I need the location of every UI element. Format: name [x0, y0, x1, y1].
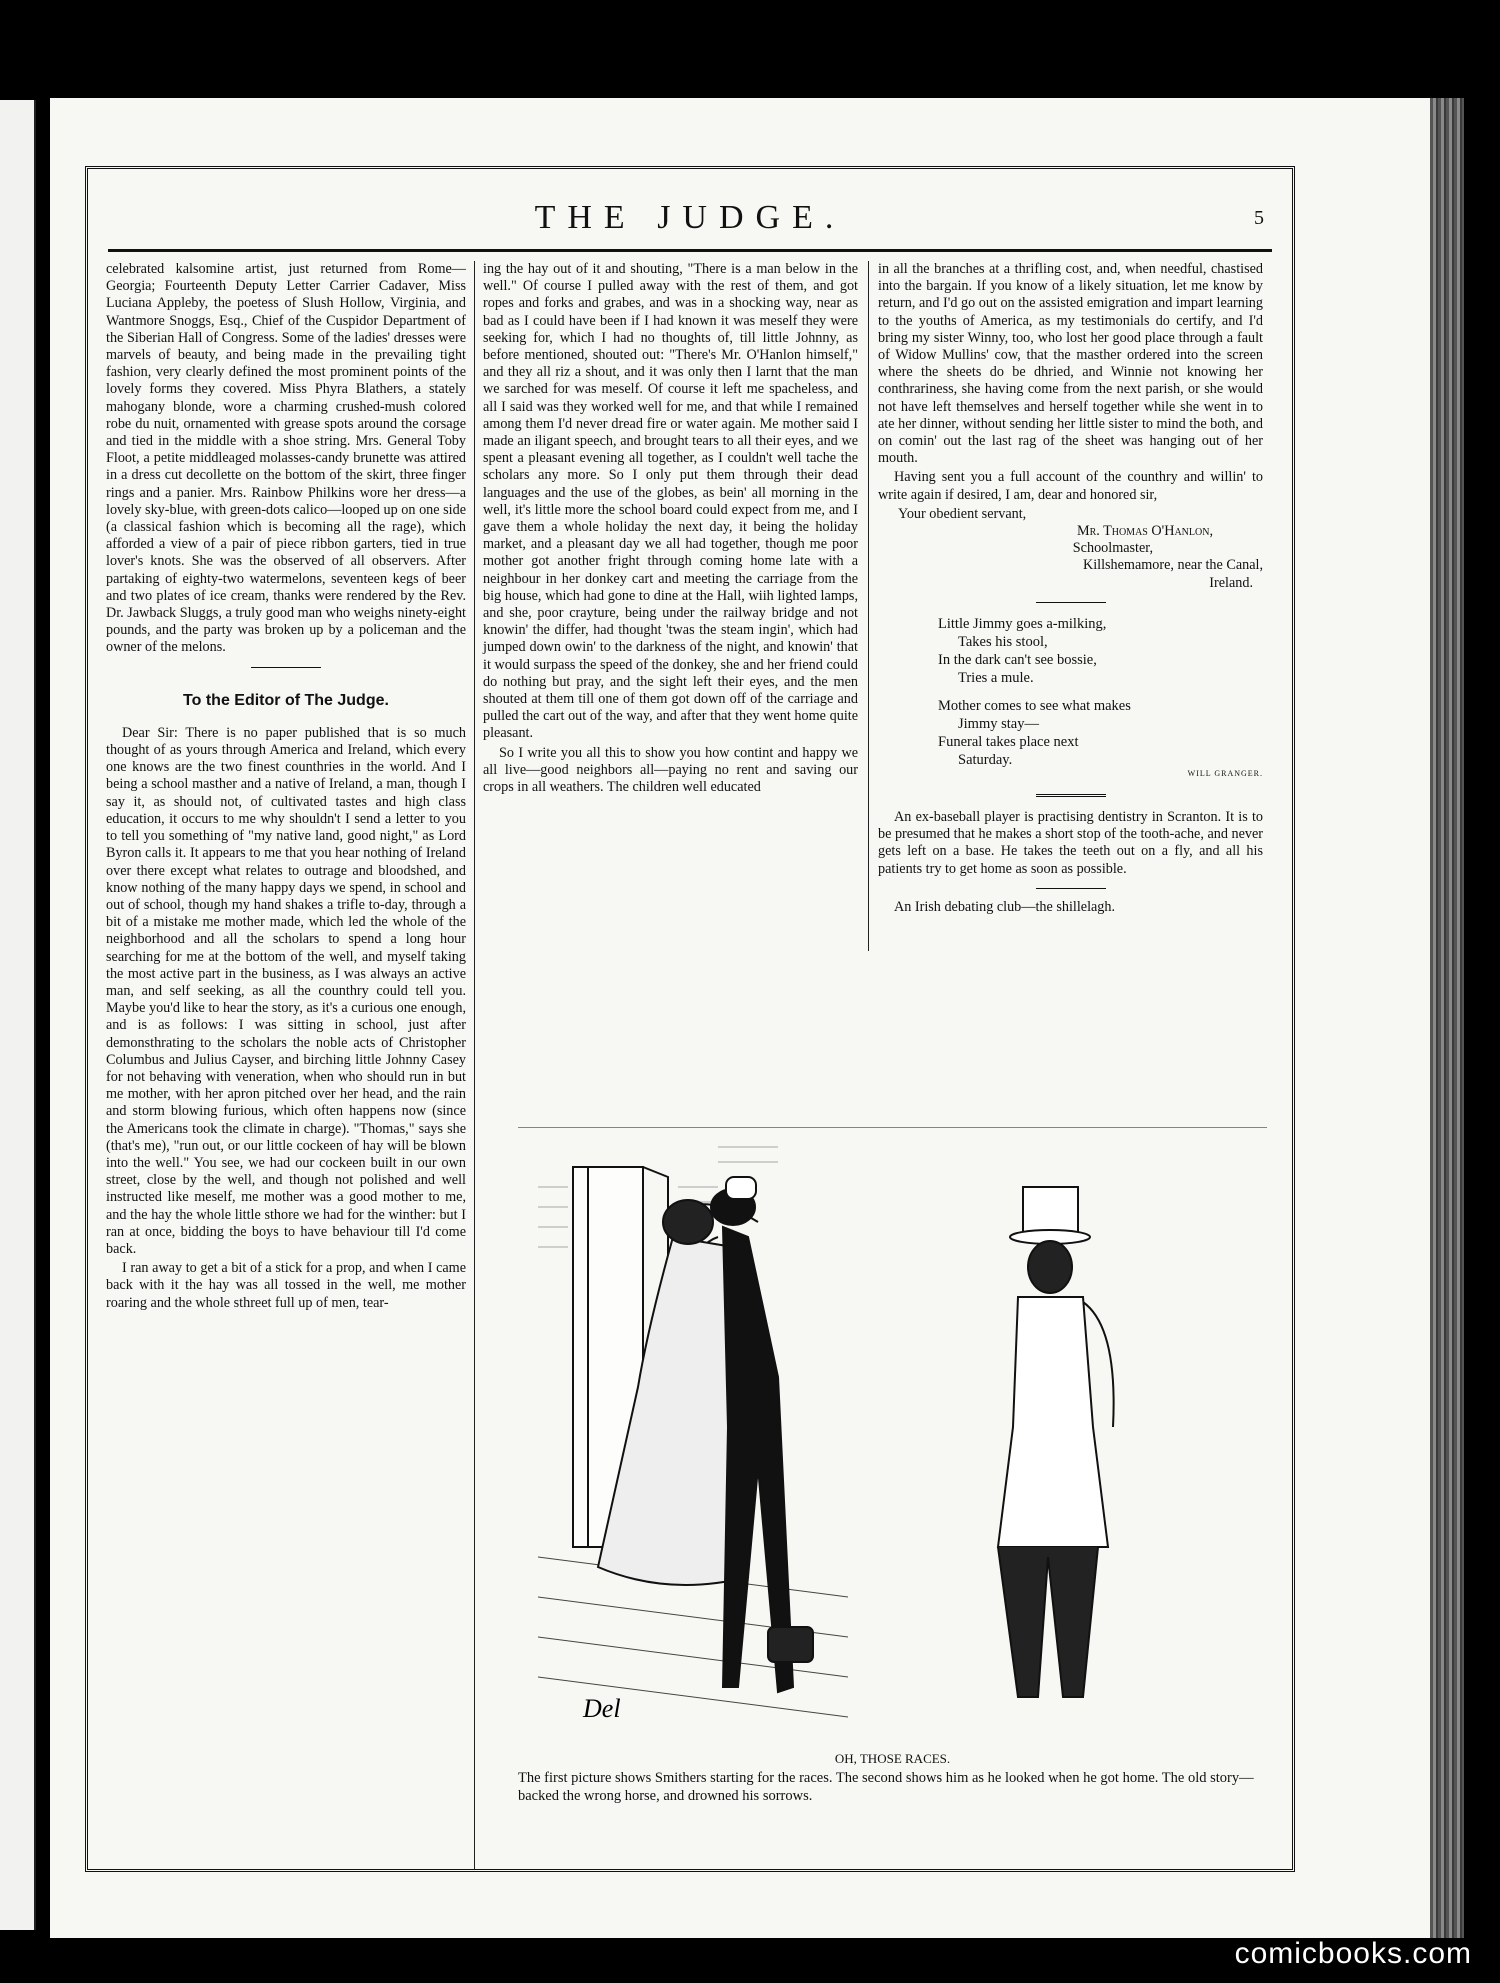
divider [1036, 888, 1106, 889]
poem [938, 615, 1263, 769]
letter-text: Having sent you a full account of the counthry and willin' to write again if desired, I am, dear and honored sir, [878, 469, 1263, 503]
poem-author: WILL GRANGER. [1187, 768, 1263, 778]
column-three [878, 261, 1263, 918]
signature-name: Mr. Thomas O'Hanlon, [1076, 523, 1213, 540]
cartoon-drawing [518, 1127, 1267, 1747]
poem-line: Jimmy stay— [958, 715, 1039, 732]
site-watermark: comicbooks.com [1234, 1937, 1472, 1970]
poem-line: In the dark can't see bossie, [938, 651, 1097, 668]
masthead-rule [108, 249, 1272, 252]
disheveled-man [998, 1187, 1114, 1697]
divider [1036, 794, 1106, 797]
cartoon-illustration [518, 1127, 1267, 1747]
poem-line: Tries a mule. [958, 669, 1034, 686]
article-text: celebrated kalsomine artist, just returned from Rome—Georgia; Fourteenth Deputy Letter Carrier Cadaver, Miss Luciana Appleby, the poetess of Slush Hollow, Virginia, and Wantmore Snoggs, Esq., Chief of the Cuspidor Department of the Siberian Hall of Congress. Some of the ladies' dresses were marvels of beauty, and being made in the prevailing tight fashion, very clearly defined the most prominent points of the lovely forms they covered. Miss Phyra Blathers, a stately mahogany blonde, wore a charming crushed-mush colored robe du nuit, ornamented with grease spots around the corsage and tied in the middle with a shoe string. Mrs. General Toby Floot, a petite middleaged molasses-candy brunette was attired in a dress cut decollette on the bottom of the skirt, three finger rings and a panier. Mrs. Rainbow Philkins wore her dress—a lovely sky-blue, with green-dots calico—looped up on one side (a classical fashion which is becoming all the rage), which afforded a view of a pair of piece ribbon garters, tied in true lover's knots. She was the observed of all observers. After partaking of eighty-two watermelons, seventeen kegs of beer and two plates of ice cream, thanks were rendered by the Rev. Dr. Jawback Sluggs, a truly good man who weighs ninety-eight pounds, and the party was broken up by a policeman and the owner of the melons. [106, 261, 466, 656]
column-two [483, 261, 858, 798]
signature-block [878, 506, 1263, 592]
closing-line: Your obedient servant, [898, 505, 1027, 522]
page-frame [85, 166, 1295, 1872]
signature-title: Schoolmaster, [1072, 540, 1153, 557]
cartoon-caption: The first picture shows Smithers starting for the races. The second shows him as he looked when he got home. The old story—backed the wrong horse, and drowned his sorrows. [518, 1770, 1254, 1804]
artist-signature: Del [583, 1694, 621, 1723]
facing-page-edge [0, 100, 36, 1930]
poem-line: Saturday. [958, 751, 1013, 768]
cartoon-title: OH, THOSE RACES. [834, 1751, 951, 1766]
masthead-title: THE JUDGE. [534, 199, 846, 236]
poem-line: Takes his stool, [958, 633, 1048, 650]
page-number: 5 [1254, 207, 1264, 229]
book-spine [1430, 98, 1464, 1938]
letter-text: I ran away to get a bit of a stick for a prop, and when I came back with it the hay was all tossed in the well, me mother roaring and the whole sthreet full up of men, tear- [106, 1260, 466, 1311]
poem-line: Mother comes to see what makes [938, 697, 1131, 714]
divider [251, 667, 321, 668]
joke-text: An Irish debating club—the shillelagh. [894, 898, 1116, 915]
column-one [106, 261, 466, 1314]
divider [1036, 602, 1106, 603]
poem-line: Funeral takes place next [938, 733, 1079, 750]
letter-text: ing the hay out of it and shouting, "There is a man below in the well." Of course I pulled away with the rest of them, and got ropes and forks and grabes, and was in a shocking way, near as bad as I could have been if I had known it was meself they were seeking for, which I had no thoughts of, till little Johnny, as before mentioned, shouted out: "There's Mr. O'Hanlon himself," and they all riz a shout, and it was only then I larnt that the man we sarched for was meself. Of course it left me spacheless, and all I said was they worked well for me, and that while I remained among them I'd never dread fire or water again. Me mother said I made an iligant speech, and brought tears to all their eyes, and we spent a pleasant evening all together, as I couldn't well tache the scholars any more. So I only put them through their dead languages and the use of the globes, as bein' all morning in the well, it's little more the school board could expect from me, and I gave them a whole holiday the next day, it being the holiday market, and a pleasant day we all had together, though me poor mother got another fright through coming home late with a neighbour in her donkey cart and meeting the carriage from the big house, which had gone to dine at the Hall, wiih lighted lamps, and she, poor crayture, being under the railway bridge and not knowin' the differ, had thought 'twas the steam ingin', which had jumped down owin' to the darkness of the night, and knowin' that it would surpass the speed of the donkey, she and her friend could do nothing but pray, and the sight left their eyes, and the men shouted at them till one of them got down off of the carriage and pulled the cart out of the way, and after that they went home quite pleasant. [483, 261, 858, 742]
signature-country: Ireland. [1209, 574, 1253, 591]
joke-text: An ex-baseball player is practising dentistry in Scranton. It is to be presumed that he makes a short stop of the tooth-ache, and never gets left on a base. He takes the teeth out on a fly, and all his patients try to get home as soon as possible. [878, 809, 1263, 877]
letter-text: Dear Sir: There is no paper published that is so much thought of as yours through America and Ireland, which every one knows are the two finest counthries in the world. And I being a school masther and a native of Ireland, a man, though I say it, as should not, of cultivated tastes and high class education, it occurs to me why shouldn't I send a letter to you to tell you something of "my native land, good night," as Lord Byron calls it. It appears to me that you hear nothing of Ireland over there except what relates to outrage and bloodshed, and know nothing of the many happy days we spend, in school and out of school, though my hand shakes a trifle to-day, through a bit of a mistake me mother made, which led the whole of the neighborhood and all the scholars to spend a long hour searching for me at the bottom of the well, and myself taking the most active part in the business, as I was always an active man, and self seeking, as all the counthry could tell you. Maybe you'd like to hear the story, as it's a curious one enough, and is as follows: I was sitting in school, just after demonsthrating to the scholars the noble acts of Christopher Columbus and Julius Cayser, and birching little Johnny Casey for not behaving with veneration, when who should run in but me mother, with her apron pitched over her head, and the rain and storm blowing furious, which often happens now (since the Americans took the climate in charge). "Thomas," says she (that's me), "run out, or our little cockeen of hay will be blown into the well." You see, we had our cockeen built in our own street, close by the well, and though not polished and well instructed like meself, me mother was a good mother to me, and the hay the whole little sthore we had for the winther: but I ran at once, bidding the boys to have behaviour till I'd come back. [106, 724, 466, 1257]
signature-place: Killshemamore, near the Canal, [1082, 557, 1263, 574]
letter-text: in all the branches at a thrifling cost, and, when needful, chastised into the bargain. If you know of a likely situation, let me know by return, and I'd go out on the assisted emigration and impart learning to the youths of America, as my testimonials do certify, and I'd bring my sister Winny, too, who lost her good place through a fault of Widow Mullins' cow, that the masther ordered into the screen where the sheets do be dhried, and Winnie not knowing her conthrariness, she having come from the next parish, or she would not have left themselves and herself together while she went in to ate her dinner, without sending her little sister to mind the both, and on comin' out the last rag of the sheet was hanging out of her mouth. [878, 261, 1263, 467]
letter-heading: To the Editor of The Judge. [183, 691, 389, 709]
letter-text: So I write you all this to show you how contint and happy we all live—good neighbors all—paying no rent and saving our crops in all weathers. The children well educated [483, 744, 858, 796]
column-divider-right [868, 261, 869, 951]
poem-line: Little Jimmy goes a-milking, [938, 615, 1107, 632]
column-divider-left [474, 261, 475, 1869]
